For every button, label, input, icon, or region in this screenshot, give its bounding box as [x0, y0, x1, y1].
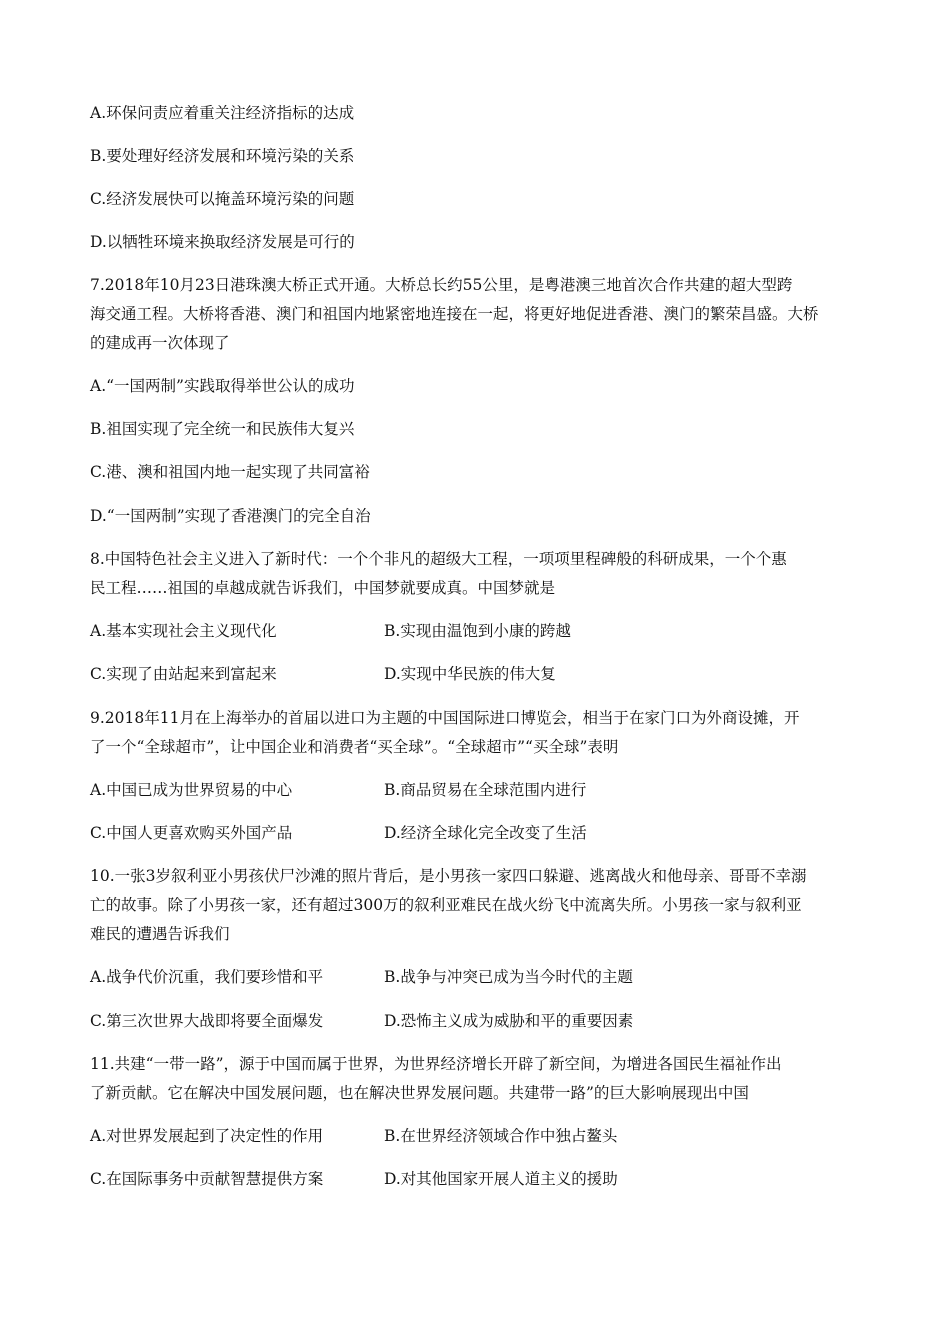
q7-stem-line-1: 7.2018年10月23日港珠澳大桥正式开通。大桥总长约55公里，是粤港澳三地首次合作共建的超大型跨 — [90, 276, 793, 294]
q11-stem-line-1: 11.共建“一带一路”，源于中国而属于世界，为世界经济增长开辟了新空间，为增进各国民生福祉作出 — [90, 1055, 782, 1073]
q7-stem-line-2: 海交通工程。大桥将香港、澳门和祖国内地紧密地连接在一起，将更好地促进香港、澳门的繁荣昌盛。大桥 — [90, 305, 819, 323]
q6-option-d: D.以牺牲环境来换取经济发展是可行的 — [90, 233, 355, 251]
q8-stem-line-1: 8.中国特色社会主义进入了新时代：一个个非凡的超级大工程，一项项里程碑般的科研成果，一个个惠 — [90, 550, 787, 568]
q9-option-a: A.中国已成为世界贸易的中心 — [90, 781, 293, 799]
q6-option-c: C.经济发展快可以掩盖环境污染的问题 — [90, 190, 355, 208]
q11-option-d: D.对其他国家开展人道主义的援助 — [384, 1170, 618, 1188]
q7-option-d: D.“一国两制”实现了香港澳门的完全自治 — [90, 507, 371, 525]
q9-option-b: B.商品贸易在全球范围内进行 — [384, 781, 587, 799]
q9-stem-line-2: 了一个“全球超市”，让中国企业和消费者“买全球”。“全球超市”“买全球”表明 — [90, 738, 619, 756]
q9-option-d: D.经济全球化完全改变了生活 — [384, 824, 587, 842]
q11-option-a: A.对世界发展起到了决定性的作用 — [90, 1127, 324, 1145]
q10-stem-line-1: 10.一张3岁叙利亚小男孩伏尸沙滩的照片背后，是小男孩一家四口躲避、逃离战火和他母亲、哥哥不幸溺 — [90, 867, 807, 885]
q7-option-c: C.港、澳和祖国内地一起实现了共同富裕 — [90, 463, 370, 481]
q10-stem-line-3: 难民的遭遇告诉我们 — [90, 925, 230, 943]
q8-option-b: B.实现由温饱到小康的跨越 — [384, 622, 571, 640]
q6-option-a: A.环保问责应着重关注经济指标的达成 — [90, 104, 355, 122]
q10-stem-line-2: 亡的故事。除了小男孩一家，还有超过300万的叙利亚难民在战火纷飞中流离失所。小男孩一家与叙利亚 — [90, 896, 802, 914]
q7-option-a: A.“一国两制”实践取得举世公认的成功 — [90, 377, 355, 395]
q9-option-c: C.中国人更喜欢购买外国产品 — [90, 824, 293, 842]
q10-option-a: A.战争代价沉重，我们要珍惜和平 — [90, 968, 324, 986]
q8-option-d: D.实现中华民族的伟大复 — [384, 665, 556, 683]
q11-stem-line-2: 了新贡献。它在解决中国发展问题，也在解决世界发展问题。共建带一路”的巨大影响展现出中国 — [90, 1084, 749, 1102]
q11-option-c: C.在国际事务中贡献智慧提供方案 — [90, 1170, 324, 1188]
q9-stem-line-1: 9.2018年11月在上海举办的首届以进口为主题的中国国际进口博览会，相当于在家门口为外商设摊，开 — [90, 709, 800, 727]
q7-stem-line-3: 的建成再一次体现了 — [90, 334, 230, 352]
q8-option-a: A.基本实现社会主义现代化 — [90, 622, 277, 640]
q6-option-b: B.要处理好经济发展和环境污染的关系 — [90, 147, 355, 165]
q8-option-c: C.实现了由站起来到富起来 — [90, 665, 277, 683]
q10-option-d: D.恐怖主义成为威胁和平的重要因素 — [384, 1012, 634, 1030]
q10-option-b: B.战争与冲突已成为当今时代的主题 — [384, 968, 633, 986]
q7-option-b: B.祖国实现了完全统一和民族伟大复兴 — [90, 420, 355, 438]
q10-option-c: C.第三次世界大战即将要全面爆发 — [90, 1012, 324, 1030]
q11-option-b: B.在世界经济领域合作中独占鳌头 — [384, 1127, 618, 1145]
q8-stem-line-2: 民工程……祖国的卓越成就告诉我们，中国梦就要成真。中国梦就是 — [90, 579, 556, 597]
